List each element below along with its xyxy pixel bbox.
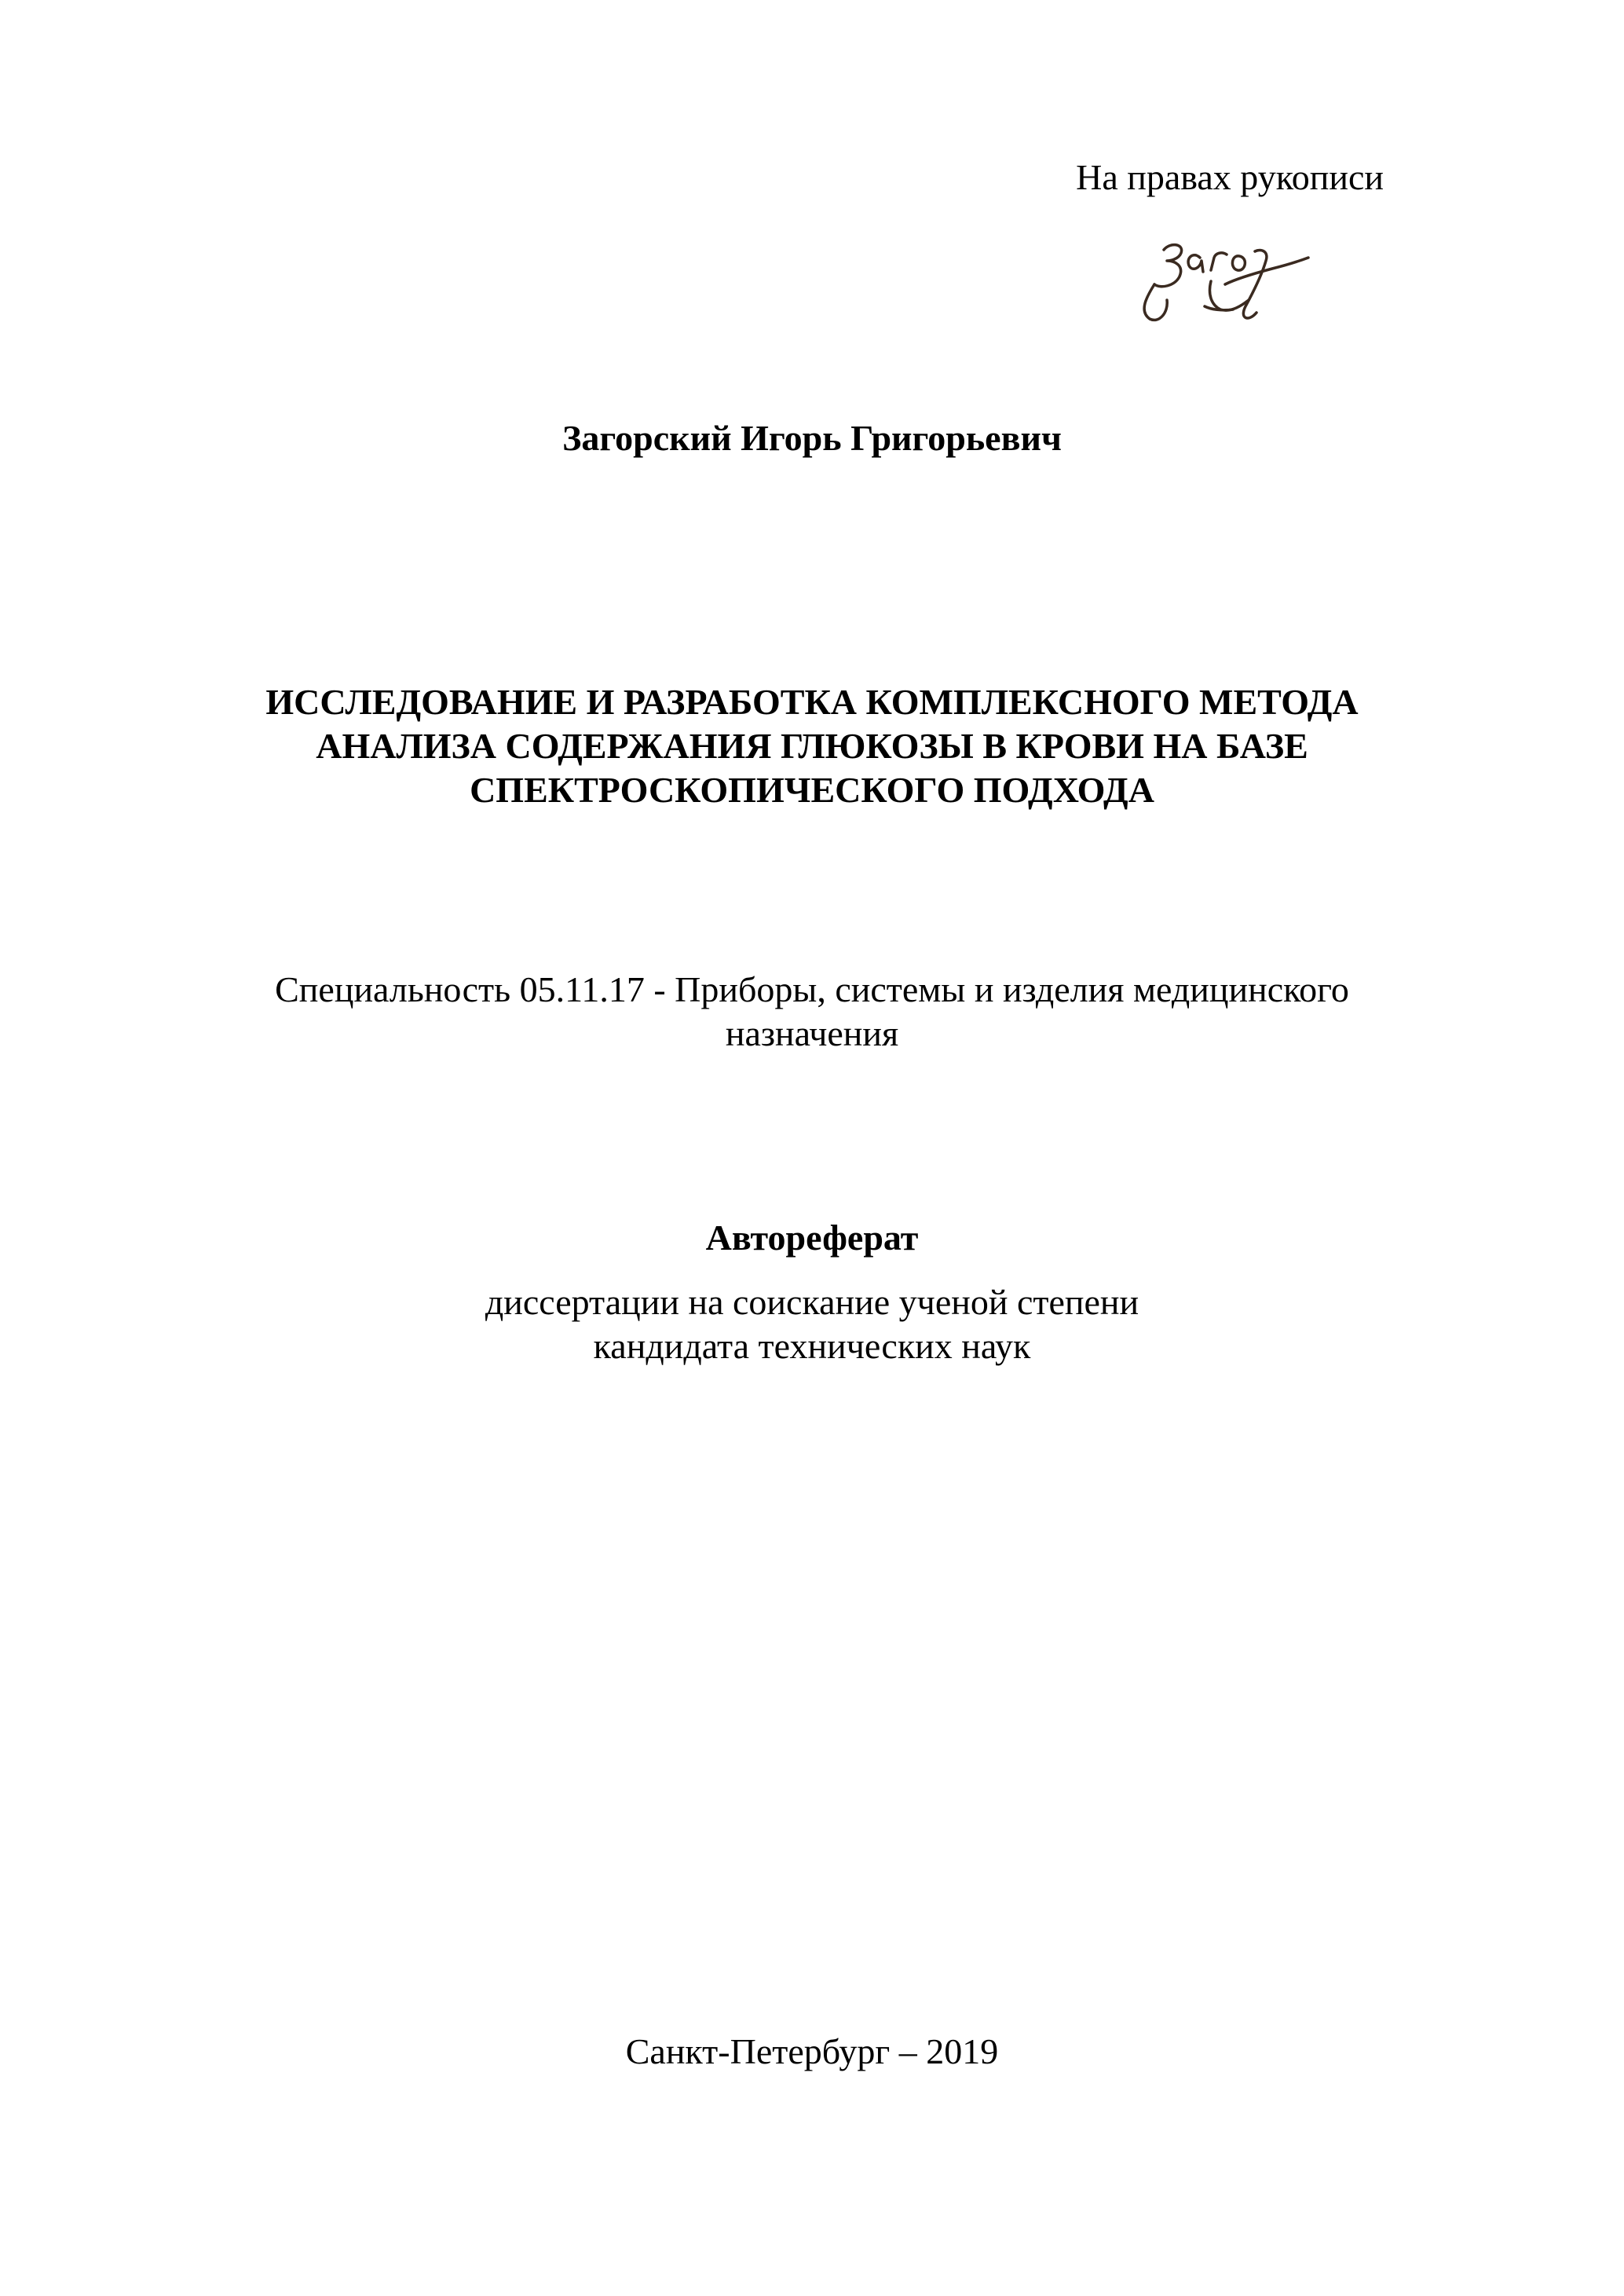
degree-description	[118, 1280, 1506, 1368]
title-line: ИССЛЕДОВАНИЕ И РАЗРАБОТКА КОМПЛЕКСНОГО МЕТОДА	[265, 682, 1359, 722]
abstract-heading: Автореферат	[705, 1218, 919, 1258]
title-line: АНАЛИЗА СОДЕРЖАНИЯ ГЛЮКОЗЫ В КРОВИ НА БАЗЕ	[316, 726, 1308, 766]
degree-line: кандидата технических наук	[593, 1326, 1031, 1366]
specialty	[118, 968, 1506, 1056]
rights-note: На правах рукописи	[1076, 157, 1384, 197]
signature-icon	[1123, 234, 1327, 336]
city-year: Санкт-Петербург – 2019	[625, 2031, 999, 2071]
dissertation-title	[118, 680, 1506, 812]
author-name: Загорский Игорь Григорьевич	[562, 418, 1062, 458]
degree-line: диссертации на соискание ученой степени	[485, 1282, 1139, 1322]
specialty-line: Специальность 05.11.17 - Приборы, системы и изделия медицинского	[275, 969, 1349, 1009]
title-line: СПЕКТРОСКОПИЧЕСКОГО ПОДХОДА	[470, 770, 1154, 810]
specialty-line: назначения	[725, 1013, 899, 1053]
